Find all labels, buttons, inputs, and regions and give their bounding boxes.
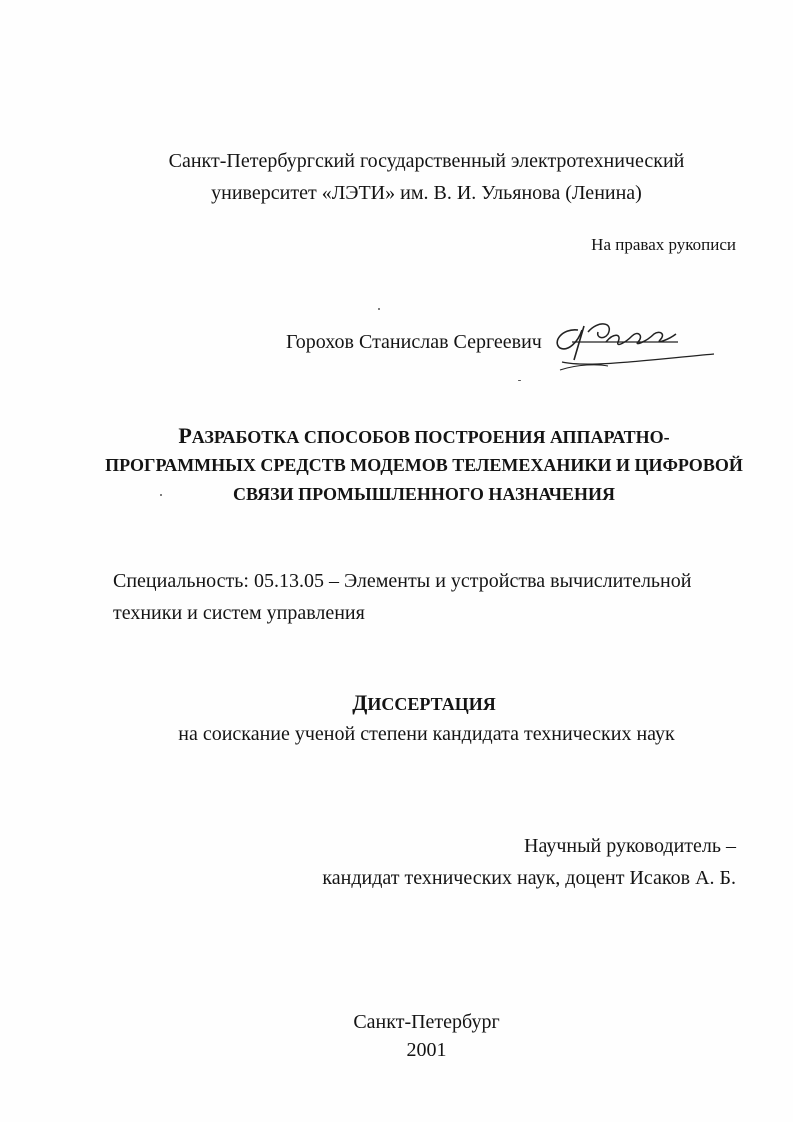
scan-speck: [518, 380, 521, 381]
scan-speck: [160, 494, 162, 496]
author-name: Горохов Станислав Сергеевич: [286, 331, 542, 353]
specialty-line-2: техники и систем управления: [113, 602, 365, 624]
university-line-1: Санкт-Петербургский государственный электротехнический: [168, 150, 685, 172]
dissertation-heading-rest: ИССЕРТАЦИЯ: [367, 694, 496, 714]
dissertation-heading: [0, 692, 793, 715]
supervisor-line-1: Научный руководитель –: [524, 835, 736, 857]
dissertation-title-line-1: [0, 425, 793, 448]
title-line-1-rest: АЗРАБОТКА СПОСОБОВ ПОСТРОЕНИЯ АППАРАТНО-: [191, 427, 670, 447]
dissertation-heading-first-letter: Д: [352, 690, 368, 715]
dissertation-subtitle: на соискание ученой степени кандидата технических наук: [178, 723, 675, 745]
author-signature: [548, 312, 720, 382]
year: 2001: [406, 1039, 447, 1061]
dissertation-title-line-3: СВЯЗИ ПРОМЫШЛЕННОГО НАЗНАЧЕНИЯ: [233, 484, 615, 504]
title-first-letter: Р: [178, 423, 192, 448]
supervisor-line-2: кандидат технических наук, доцент Исаков А. Б.: [322, 867, 736, 889]
university-line-2: университет «ЛЭТИ» им. В. И. Ульянова (Ленина): [211, 182, 642, 204]
city: Санкт-Петербург: [353, 1011, 500, 1033]
specialty-line-1: Специальность: 05.13.05 – Элементы и устройства вычислительной: [113, 570, 692, 592]
scan-speck: [378, 308, 380, 310]
manuscript-note: На правах рукописи: [591, 235, 736, 254]
dissertation-title-line-2: ПРОГРАММНЫХ СРЕДСТВ МОДЕМОВ ТЕЛЕМЕХАНИКИ И ЦИФРОВОЙ: [105, 455, 743, 475]
